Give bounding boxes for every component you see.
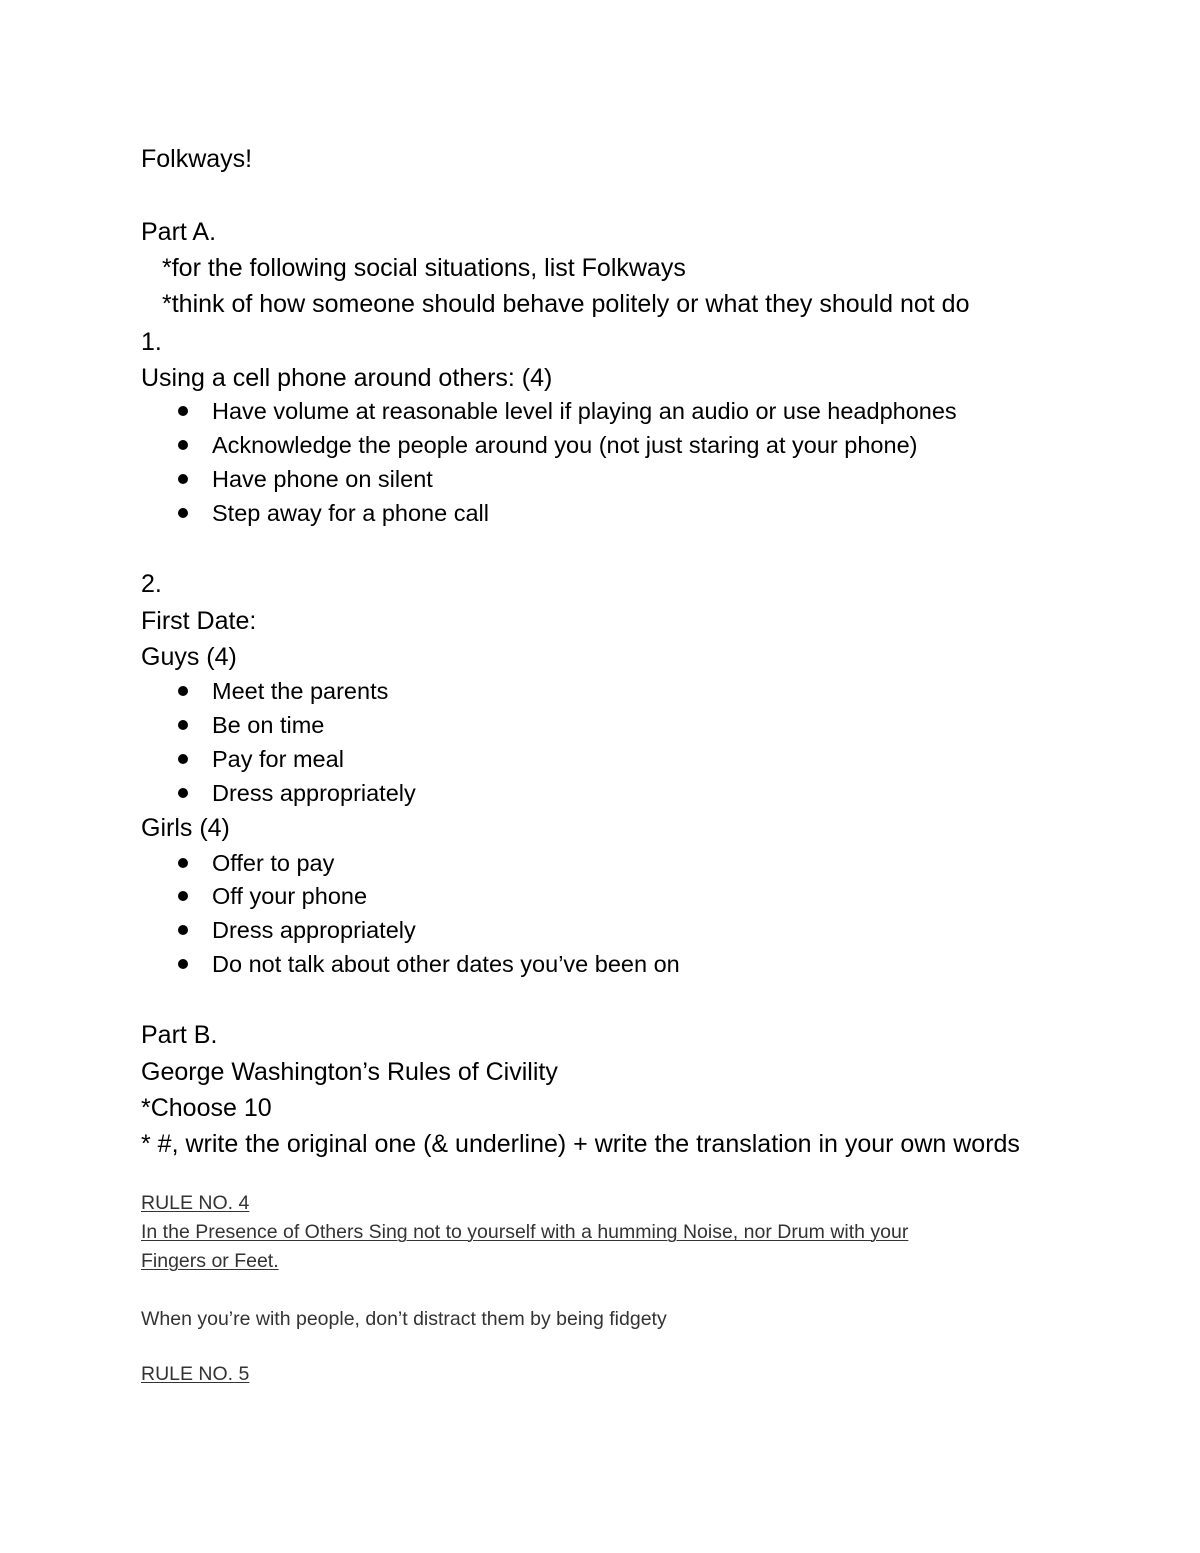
part-a-instruction: *think of how someone should behave politely or what they should not do [162, 290, 970, 318]
bullet-icon [178, 891, 188, 901]
guys-label: Guys (4) [141, 643, 237, 671]
question-1-prompt: Using a cell phone around others: (4) [141, 364, 553, 392]
bullet-icon [178, 686, 188, 696]
bullet-icon [178, 754, 188, 764]
part-b-heading: Part B. [141, 1021, 218, 1049]
rule-4-label: RULE NO. 4 [141, 1192, 250, 1214]
bullet-icon [178, 440, 188, 450]
part-a-heading: Part A. [141, 218, 217, 246]
bullet-icon [178, 720, 188, 730]
bullet-icon [178, 858, 188, 868]
bullet-icon [178, 406, 188, 416]
part-b-instruction: *Choose 10 [141, 1094, 272, 1122]
girls-label: Girls (4) [141, 814, 230, 842]
document-title: Folkways! [141, 145, 253, 173]
question-2-prompt: First Date: [141, 607, 257, 635]
part-a-instruction: *for the following social situations, list Folkways [162, 254, 686, 282]
question-2-number: 2. [141, 570, 162, 598]
bullet-icon [178, 508, 188, 518]
rule-5-label: RULE NO. 5 [141, 1363, 250, 1385]
rule-4-original: In the Presence of Others Sing not to yourself with a humming Noise, nor Drum with your [141, 1221, 909, 1243]
bullet-icon [178, 959, 188, 969]
bullet-icon [178, 925, 188, 935]
part-b-instruction: * #, write the original one (& underline) + write the translation in your own words [141, 1130, 1020, 1158]
document-page: Folkways! Part A. *for the following social situations, list Folkways *think of how someone should behave politely or what they should not do 1. Using a cell phone around others: (4) Have volume at reasonable level if playing an audio or use headphones Acknowledge the people around you (not just staring at your phone) Have phone on silent Step away for a phone call 2. First Date: Guys (4) Meet the parents Be on time Pay for meal Dress appropriately Girls (4) Offer to pay Off your phone Dress appropriately Do not talk about other dates you’ve been on Part B. George Washington’s Rules of Civility *Choose 10 * #, write the original one (& underline) + write the translation in your own words RULE NO. 4 In the Presence of Others Sing not to yourself with a humming Noise, nor Drum with your Fingers or Feet. When you’re with people, don’t distract them by being fidgety RULE NO. 5 [141, 145, 1020, 1385]
bullet-icon [178, 474, 188, 484]
part-b-subtitle: George Washington’s Rules of Civility [141, 1058, 558, 1086]
question-1-number: 1. [141, 328, 162, 356]
bullet-icon [178, 788, 188, 798]
rule-4-translation: When you’re with people, don’t distract them by being fidgety [141, 1308, 667, 1330]
rule-4-original: Fingers or Feet. [141, 1250, 279, 1272]
